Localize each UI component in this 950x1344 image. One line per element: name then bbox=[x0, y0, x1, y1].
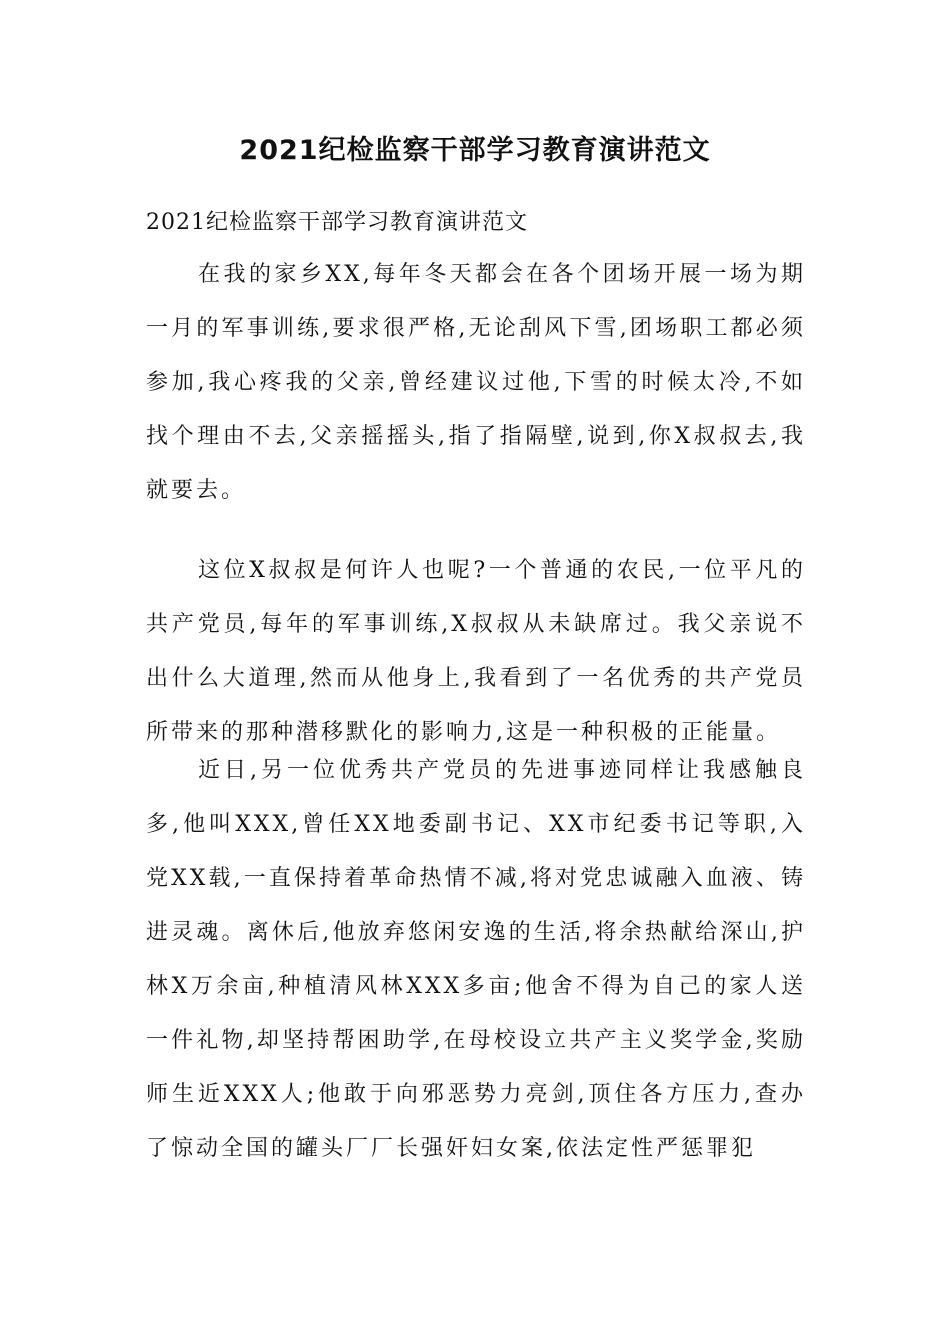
paragraph-1: 在我的家乡XX,每年冬天都会在各个团场开展一场为期一月的军事训练,要求很严格,无论刮风下雪,团场职工都必须参加,我心疼我的父亲,曾经建议过他,下雪的时候太冷,不如找个理由不去,父亲摇摇头,指了指隔壁,说到,你X叔叔去,我就要去。 bbox=[146, 262, 806, 503]
paragraph-3: 近日,另一位优秀共产党员的先进事迹同样让我感触良多,他叫XXX,曾任XX地委副书记、XX市纪委书记等职,入党XX载,一直保持着革命热情不减,将对党忠诚融入血液、铸进灵魂。离休后,他放弃悠闲安逸的生活,将余热献给深山,护林X万余亩,种植清风林XXX多亩;他舍不得为自己的家人送一件礼物,却坚持帮困助学,在母校设立共产主义奖学金,奖励师生近XXX人;他敢于向邪恶势力亮剑,顶住各方压力,查办了惊动全国的罐头厂厂长强奸妇女案,依法定性严惩罪犯 bbox=[146, 758, 806, 1161]
document-subtitle: 2021纪检监察干部学习教育演讲范文 bbox=[146, 210, 528, 235]
document-title: 2021纪检监察干部学习教育演讲范文 bbox=[239, 135, 711, 166]
paragraph-2: 这位X叔叔是何许人也呢?一个普通的农民,一位平凡的共产党员,每年的军事训练,X叔叔从未缺席过。我父亲说不出什么大道理,然而从他身上,我看到了一名优秀的共产党员所带来的那种潜移默化的影响力,这是一种积极的正能量。 bbox=[146, 558, 806, 745]
